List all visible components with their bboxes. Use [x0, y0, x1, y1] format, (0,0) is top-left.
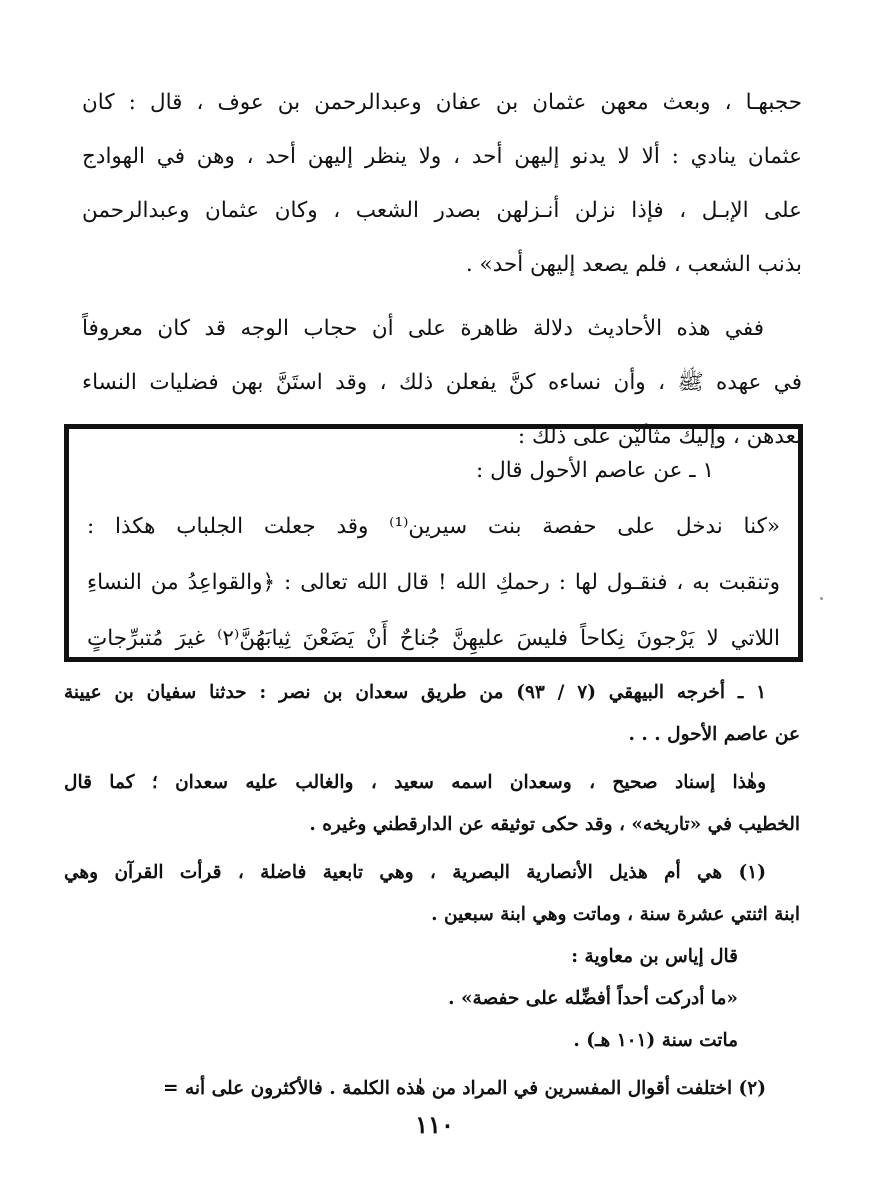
footnote-1-line: (١) هي أم هذيل الأنصارية البصرية ، وهي تابعية فاضلة ، قرأت القرآن وهي: [64, 862, 766, 883]
footnote-line: ١ ـ أخرجه البيهقي (٧ / ٩٣) من طريق سعدان بن نصر : حدثنا سفيان بن عيينة: [64, 682, 767, 703]
footnote-2-line: (٢) اختلفت أقوال المفسرين في المراد من هٰذه الكلمة . فالأكثرون على أنه =: [163, 1078, 766, 1099]
boxed-quote-line: وتنقبت به ، فنقـول لها : رحمكِ الله ! قال الله تعالى : ﴿والقواعِدُ من النساءِ: [87, 570, 780, 595]
paragraph-line: عثمان ينادي : ألا لا يدنو إليهن أحد ، ولا ينظر إليهن أحد ، وهن في الهوادج: [82, 144, 802, 169]
footnote-1-line: «ما أدركت أحداً أفضِّله على حفصة» .: [448, 988, 738, 1009]
boxed-quote-line: اللاتي لا يَرْجونَ نِكاحاً فليسَ عليهِنَّ جُناحٌ أَنْ يَضَعْنَ ثِيابَهُنَّ⁽٢⁾ غيرَ مُتبرِّجاتٍ: [87, 626, 780, 651]
paragraph-gap: [82, 292, 802, 302]
footnote-1-line: ابنة اثنتي عشرة سنة ، وماتت وهي ابنة سبعين .: [431, 904, 800, 925]
boxed-quote-heading: ١ ـ عن عاصم الأحول قال :: [476, 458, 714, 483]
paragraph-line: بذنب الشعب ، فلم يصعد إليهن أحد» .: [465, 252, 802, 277]
paragraph-line: بعدهن ، وإليك مثالَيْن على ذلك :: [517, 424, 802, 449]
paragraph-line: ففي هذه الأحاديث دلالة ظاهرة على أن حجاب الوجه قد كان معروفاً: [82, 316, 764, 341]
footnotes: [64, 672, 800, 1110]
footnote-line: الخطيب في «تاريخه» ، وقد حكى توثيقه عن الدارقطني وغيره .: [309, 814, 800, 835]
page-number: ١١٠: [415, 1110, 454, 1139]
footnote-line: وهٰذا إسناد صحيح ، وسعدان اسمه سعيد ، والغالب عليه سعدان ؛ كما قال: [64, 772, 766, 793]
paragraph-line: على الإبـل ، فإذا نزلن أنـزلهن بصدر الشعب ، وكان عثمان وعبدالرحمن: [82, 198, 802, 223]
boxed-quote-line: «كنا ندخل على حفصة بنت سيرين⁽¹⁾ وقد جعلت الجلباب هكذا :: [87, 514, 780, 539]
paragraph-line: حجبهـا ، وبعث معهن عثمان بن عفان وعبدالرحمن بن عوف ، قال : كان: [82, 90, 802, 115]
boxed-quote: [64, 424, 803, 662]
footnote-1-line: قال إياس بن معاوية :: [571, 946, 738, 967]
footnote-1-line: ماتت سنة (١٠١ هـ) .: [573, 1030, 738, 1051]
boxed-quote-text: [87, 443, 780, 667]
margin-dot: [820, 597, 823, 600]
main-text-body: [82, 76, 802, 464]
paragraph-line: في عهده ﷺ ، وأن نساءه كنَّ يفعلن ذلك ، وقد استَنَّ بهن فضليات النساء: [82, 370, 802, 395]
footnote-line: عن عاصم الأحول . . .: [628, 724, 800, 745]
